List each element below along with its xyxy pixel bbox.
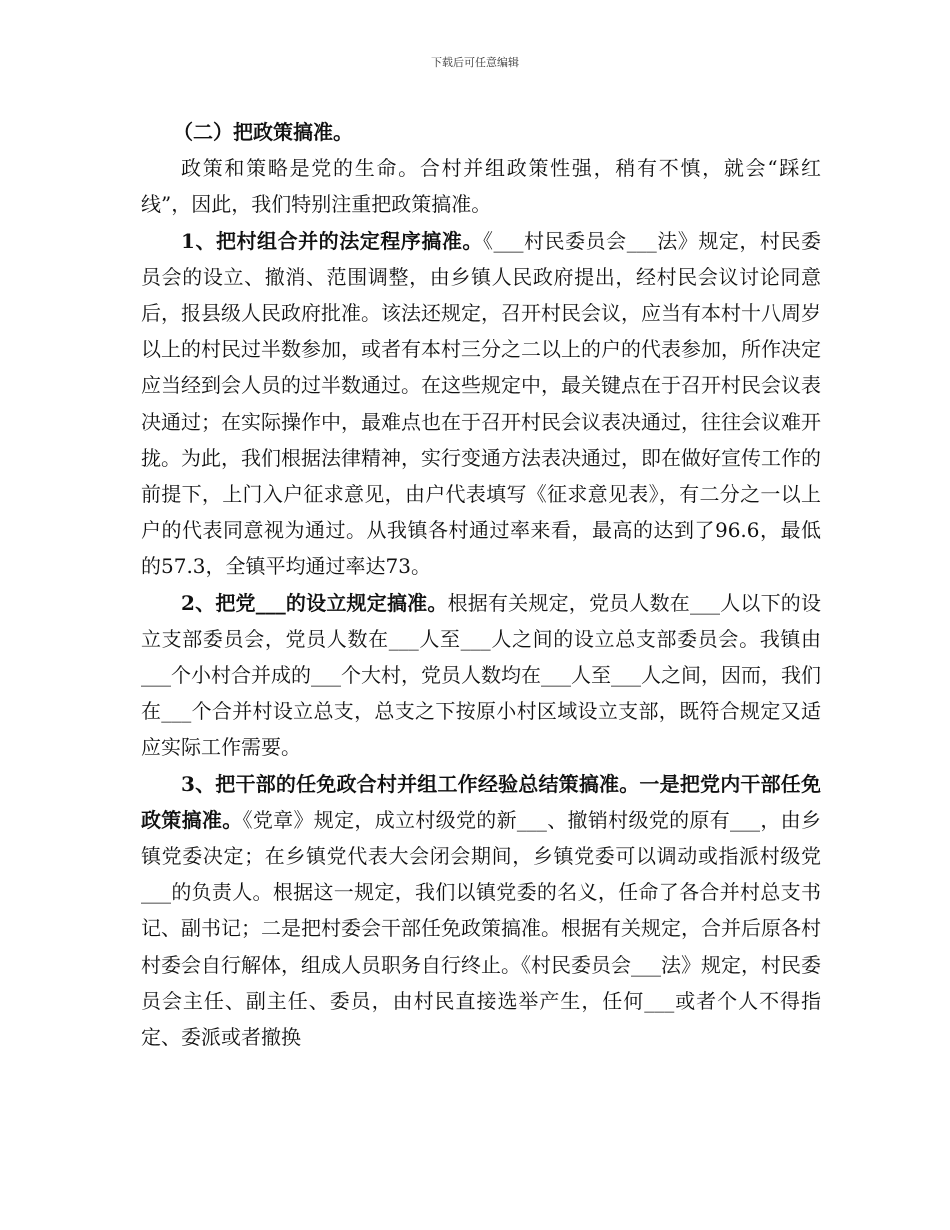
- item-1-text: 《___村民委员会___法》规定，村民委员会的设立、撤消、范围调整，由乡镇人民政府提出，经村民会议讨论同意后，报县级人民政府批准。该法还规定，召开村民会议，应当有本村十八周岁以上的村民过半数参加，或者有本村三分之二以上的户的代表参加，所作决定应当经到会人员的过半数通过。在这些规定中，最关键点在于召开村民会议表决通过；在实际操作中，最难点也在于召开村民会议表决通过，往往会议难开拢。为此，我们根据法律精神，实行变通方法表决通过，即在做好宣传工作的前提下，上门入户征求意见，由户代表填写《征求意见表》，有二分之一以上户的代表同意视为通过。从我镇各村通过率来看，最高的达到了96.6，最低的57.3，全镇平均通过率达73。: [141, 228, 822, 579]
- page-header: 下载后可任意编辑: [431, 56, 519, 69]
- document-body: [141, 114, 821, 1055]
- item-1-heading: 1、把村组合并的法定程序搞准。: [181, 228, 483, 253]
- item-3-text: 《党章》规定，成立村级党的新___、撤销村级党的原有___，由乡镇党委决定；在乡镇党代表大会闭会期间，乡镇党委可以调动或指派村级党___的负责人。根据这一规定，我们以镇党委的名义，任命了各合并村总支书记、副书记；二是把村委会干部任免政策搞准。根据有关规定，合并后原各村村委会自行解体，组成人员职务自行终止。《村民委员会___法》规定，村民委员会主任、副主任、委员，由村民直接选举产生，任何___或者个人不得指定、委派或者撤换: [141, 807, 821, 1050]
- item-1-paragraph: [141, 223, 821, 585]
- section-heading-text: （二）把政策搞准。: [173, 120, 353, 144]
- section-heading: [141, 114, 821, 150]
- intro-text: 政策和策略是党的生命。合村并组政策性强，稍有不慎，就会“踩红线”，因此，我们特别注重把政策搞准。: [141, 156, 821, 217]
- intro-paragraph: [141, 150, 821, 222]
- item-2-text: 根据有关规定，党员人数在___人以下的设立支部委员会，党员人数在___人至___人之间的设立总支部委员会。我镇由___个小村合并成的___个大村，党员人数均在___人至___人之间，因而，我们在___个合并村设立总支，总支之下按原小村区域设立支部，既符合规定又适应实际工作需要。: [141, 590, 822, 760]
- item-3-paragraph: [141, 766, 821, 1056]
- item-2-paragraph: [141, 585, 821, 766]
- item-3-heading: 3、把干部的任免政合村并组工作经验总结策搞准。一是把党内干部任免政策搞准。: [141, 771, 821, 832]
- item-2-heading: 2、把党___的设立规定搞准。: [181, 590, 448, 615]
